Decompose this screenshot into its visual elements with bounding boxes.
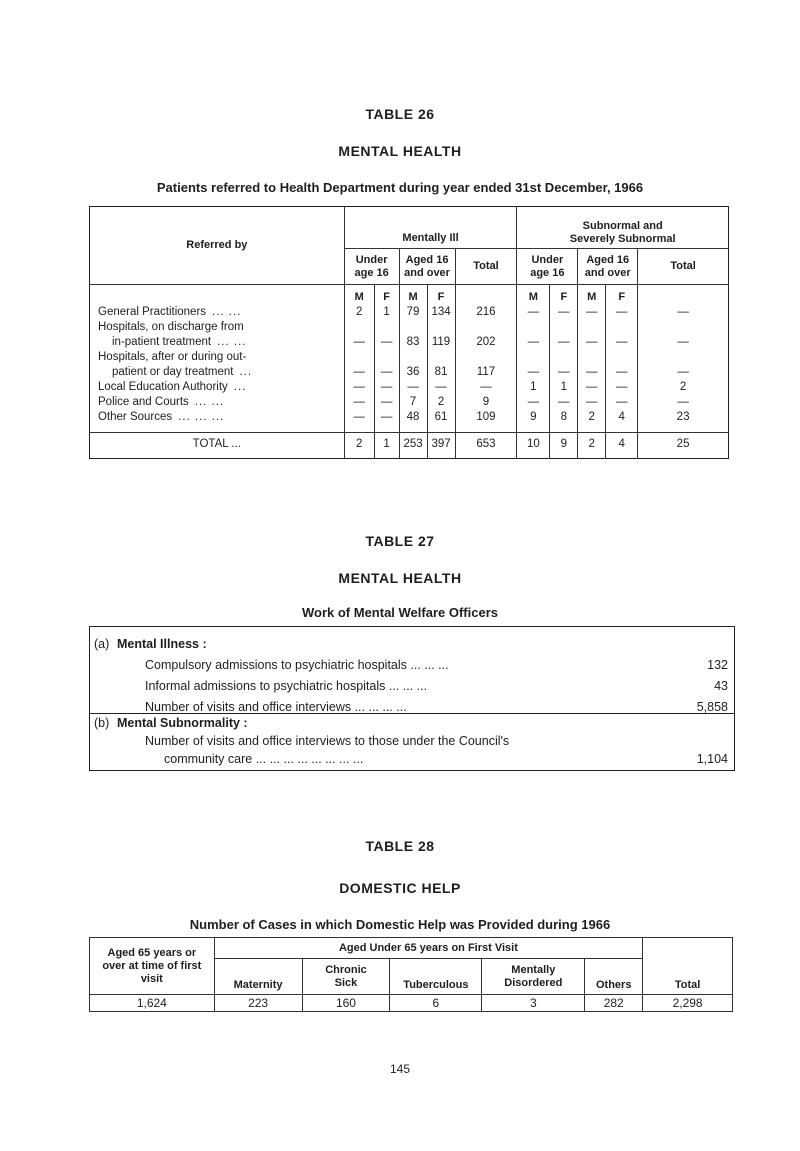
table-row: [90, 365, 729, 380]
table-cell: —: [399, 380, 427, 395]
table-27-section-b: [89, 712, 735, 771]
cell: 1,624: [90, 995, 215, 1012]
table-cell: —: [550, 305, 578, 320]
table-cell: 2: [344, 305, 374, 320]
table-cell: —: [550, 365, 578, 380]
header-m: M: [344, 285, 374, 305]
table-row: [90, 995, 733, 1012]
table-cell: —: [578, 365, 606, 380]
header-mentally-ill: Mentally Ill: [344, 207, 517, 249]
table-cell: 23: [676, 411, 690, 423]
table-cell: —: [374, 365, 399, 380]
header-under-line1: Under: [355, 253, 388, 266]
table-cell: —: [578, 380, 606, 395]
table-cell: —: [517, 305, 550, 320]
table-cell: 9: [455, 395, 517, 410]
header-m: M: [578, 285, 606, 305]
table-cell: 61: [427, 410, 455, 425]
header-aged-16-mi: [399, 249, 455, 285]
table-cell: 4: [606, 410, 638, 425]
table-cell: 8: [550, 410, 578, 425]
total-label: TOTAL ...: [90, 433, 345, 455]
table-cell: 202: [455, 335, 517, 350]
total-cell: 10: [517, 433, 550, 455]
item-value: 43: [714, 679, 728, 693]
section-a-letter: (a): [94, 637, 110, 651]
table-cell: —: [344, 335, 374, 350]
table-cell: 117: [455, 365, 517, 380]
row-label: Hospitals, on discharge from: [90, 320, 345, 335]
row-label-text: Local Education Authority: [98, 381, 228, 393]
table-cell: 2: [427, 395, 455, 410]
header-under-16-sn: [517, 249, 578, 285]
header-m: M: [399, 285, 427, 305]
table-28-number: TABLE 28: [365, 838, 435, 854]
table-cell: 119: [427, 335, 455, 350]
cell: 6: [390, 995, 482, 1012]
total-cell: 4: [606, 433, 638, 455]
item-value: 1,104: [696, 752, 728, 766]
table-26-caption: Patients referred to Health Department during year ended 31st December, 1966: [156, 180, 644, 195]
table-cell: —: [578, 395, 606, 410]
row-label-dots: ...: [233, 381, 247, 393]
header-total-mi: Total: [455, 249, 517, 285]
section-b-title: Mental Subnormality :: [117, 716, 248, 730]
table-27-number: TABLE 27: [365, 533, 435, 549]
table-27-subject: MENTAL HEALTH: [338, 570, 462, 586]
header-f: F: [374, 285, 399, 305]
list-item: [90, 750, 734, 768]
row-label-dots: ... ... ...: [178, 411, 225, 423]
table-cell: 134: [427, 305, 455, 320]
table-cell: 48: [399, 410, 427, 425]
header-aged-line2: and over: [584, 266, 631, 279]
row-label-dots: ...: [239, 366, 253, 378]
header-m: M: [517, 285, 550, 305]
row-label-text: in-patient treatment: [112, 336, 212, 348]
header-mentally-disordered: Mentally Disordered: [482, 959, 585, 995]
table-cell: —: [517, 365, 550, 380]
table-row: [90, 320, 729, 335]
list-item: [90, 677, 734, 695]
table-28-caption: Number of Cases in which Domestic Help was Provided during 1966: [189, 917, 611, 932]
cell: 3: [482, 995, 585, 1012]
table-cell: —: [374, 335, 399, 350]
header-under-65: Aged Under 65 years on First Visit: [214, 938, 643, 959]
table-cell: —: [677, 366, 689, 378]
header-under-line1: Under: [531, 253, 564, 266]
table-row: [90, 305, 729, 320]
table-cell: 1: [550, 380, 578, 395]
row-label-text: General Practitioners: [98, 306, 207, 318]
header-f: F: [606, 285, 638, 305]
total-cell: 2: [578, 433, 606, 455]
total-cell: 2: [344, 433, 374, 455]
table-cell: —: [344, 380, 374, 395]
cell: 223: [214, 995, 302, 1012]
table-cell: 2: [679, 381, 687, 393]
table-27: [89, 626, 735, 714]
row-label: Hospitals, after or during out-: [90, 350, 345, 365]
table-27-caption: Work of Mental Welfare Officers: [301, 605, 498, 620]
item-label: community care ... ... ... ... ... ... ... ...: [164, 752, 364, 766]
header-f: F: [427, 285, 455, 305]
cell: 2,298: [643, 995, 733, 1012]
header-chronic-sick: Chronic Sick: [302, 959, 390, 995]
row-label: [90, 335, 345, 350]
table-cell: 216: [455, 305, 517, 320]
header-aged-65: Aged 65 years or over at time of first visit: [90, 938, 215, 995]
table-cell: —: [517, 335, 550, 350]
row-label: [90, 380, 345, 395]
table-cell: —: [677, 306, 689, 318]
table-cell: —: [606, 380, 638, 395]
table-cell: 83: [399, 335, 427, 350]
header-aged-line2: and over: [404, 266, 450, 279]
section-a-title: Mental Illness :: [117, 637, 207, 651]
row-label-dots: ... ...: [217, 336, 247, 348]
section-b-heading: [90, 714, 734, 732]
row-label-text: Police and Courts: [98, 396, 189, 408]
row-label: [90, 365, 345, 380]
total-cell: 397: [427, 433, 455, 455]
table-cell: —: [677, 396, 689, 408]
item-label: Informal admissions to psychiatric hospitals ... ... ...: [145, 679, 428, 693]
item-label: Number of visits and office interviews ... ... ... ...: [145, 700, 407, 714]
table-cell: 1: [374, 305, 399, 320]
table-26-body: [90, 305, 729, 425]
item-label: Number of visits and office interviews to those under the Council's: [145, 734, 510, 748]
header-subnormal-line1: Subnormal and: [582, 220, 663, 232]
table-row: [90, 410, 729, 425]
row-label-dots: ... ...: [212, 306, 242, 318]
cell: 160: [302, 995, 390, 1012]
table-cell: —: [578, 305, 606, 320]
header-referred-by: Referred by: [90, 207, 345, 285]
total-cell: 253: [399, 433, 427, 455]
total-cell: 1: [374, 433, 399, 455]
row-label-text: Other Sources: [98, 411, 173, 423]
table-28: [89, 937, 733, 1012]
header-under-line2: age 16: [530, 266, 565, 279]
table-28-subject: DOMESTIC HELP: [339, 880, 461, 896]
table-cell: —: [606, 305, 638, 320]
total-cell: 653: [455, 433, 517, 455]
table-cell: 9: [517, 410, 550, 425]
row-label: [90, 410, 345, 425]
header-aged-line1: Aged 16: [586, 253, 630, 266]
table-cell: 2: [578, 410, 606, 425]
row-label: [90, 395, 345, 410]
header-tuberculous: Tuberculous: [390, 959, 482, 995]
table-cell: —: [344, 395, 374, 410]
cell: 282: [585, 995, 643, 1012]
table-cell: —: [344, 410, 374, 425]
item-value: 132: [707, 658, 728, 672]
item-value: 5,858: [696, 700, 728, 714]
table-cell: 79: [399, 305, 427, 320]
table-cell: —: [374, 395, 399, 410]
header-total-sn: Total: [638, 249, 729, 285]
table-cell: —: [374, 410, 399, 425]
row-label-text: patient or day treatment: [112, 366, 234, 378]
list-item: [90, 732, 734, 750]
table-cell: —: [550, 395, 578, 410]
item-label: Compulsory admissions to psychiatric hospitals ... ... ...: [145, 658, 449, 672]
table-cell: —: [344, 365, 374, 380]
header-subnormal-line2: Severely Subnormal: [569, 233, 676, 245]
table-cell: —: [550, 335, 578, 350]
section-b-letter: (b): [94, 716, 110, 730]
row-label: [90, 305, 345, 320]
header-under-16-mi: [344, 249, 399, 285]
header-f: F: [550, 285, 578, 305]
table-cell: 109: [455, 410, 517, 425]
total-cell: 25: [676, 437, 690, 450]
table-cell: —: [578, 335, 606, 350]
table-26: [89, 206, 729, 459]
table-cell: —: [517, 395, 550, 410]
total-cell: 9: [550, 433, 578, 455]
table-26-number: TABLE 26: [365, 106, 435, 122]
table-cell: 81: [427, 365, 455, 380]
header-aged-16-sn: [578, 249, 638, 285]
header-aged-line1: Aged 16: [405, 253, 449, 266]
table-cell: —: [606, 395, 638, 410]
table-row: [90, 380, 729, 395]
page-number: 145: [389, 1062, 411, 1076]
section-a-heading: [90, 635, 734, 653]
row-label-dots: ... ...: [194, 396, 225, 408]
table-row: [90, 350, 729, 365]
total-row: [90, 433, 729, 455]
header-maternity: Maternity: [214, 959, 302, 995]
table-cell: 1: [517, 380, 550, 395]
table-cell: —: [455, 380, 517, 395]
table-cell: —: [427, 380, 455, 395]
table-26-subject: MENTAL HEALTH: [338, 143, 462, 159]
list-item: [90, 656, 734, 674]
table-cell: —: [606, 335, 638, 350]
header-others: Others: [585, 959, 643, 995]
table-cell: —: [677, 336, 689, 348]
table-cell: —: [606, 365, 638, 380]
table-cell: 7: [399, 395, 427, 410]
table-row: [90, 335, 729, 350]
table-row: [90, 395, 729, 410]
table-cell: —: [374, 380, 399, 395]
header-under-line2: age 16: [354, 266, 389, 279]
header-subnormal: [517, 207, 729, 249]
table-cell: 36: [399, 365, 427, 380]
header-total: Total: [643, 938, 733, 995]
